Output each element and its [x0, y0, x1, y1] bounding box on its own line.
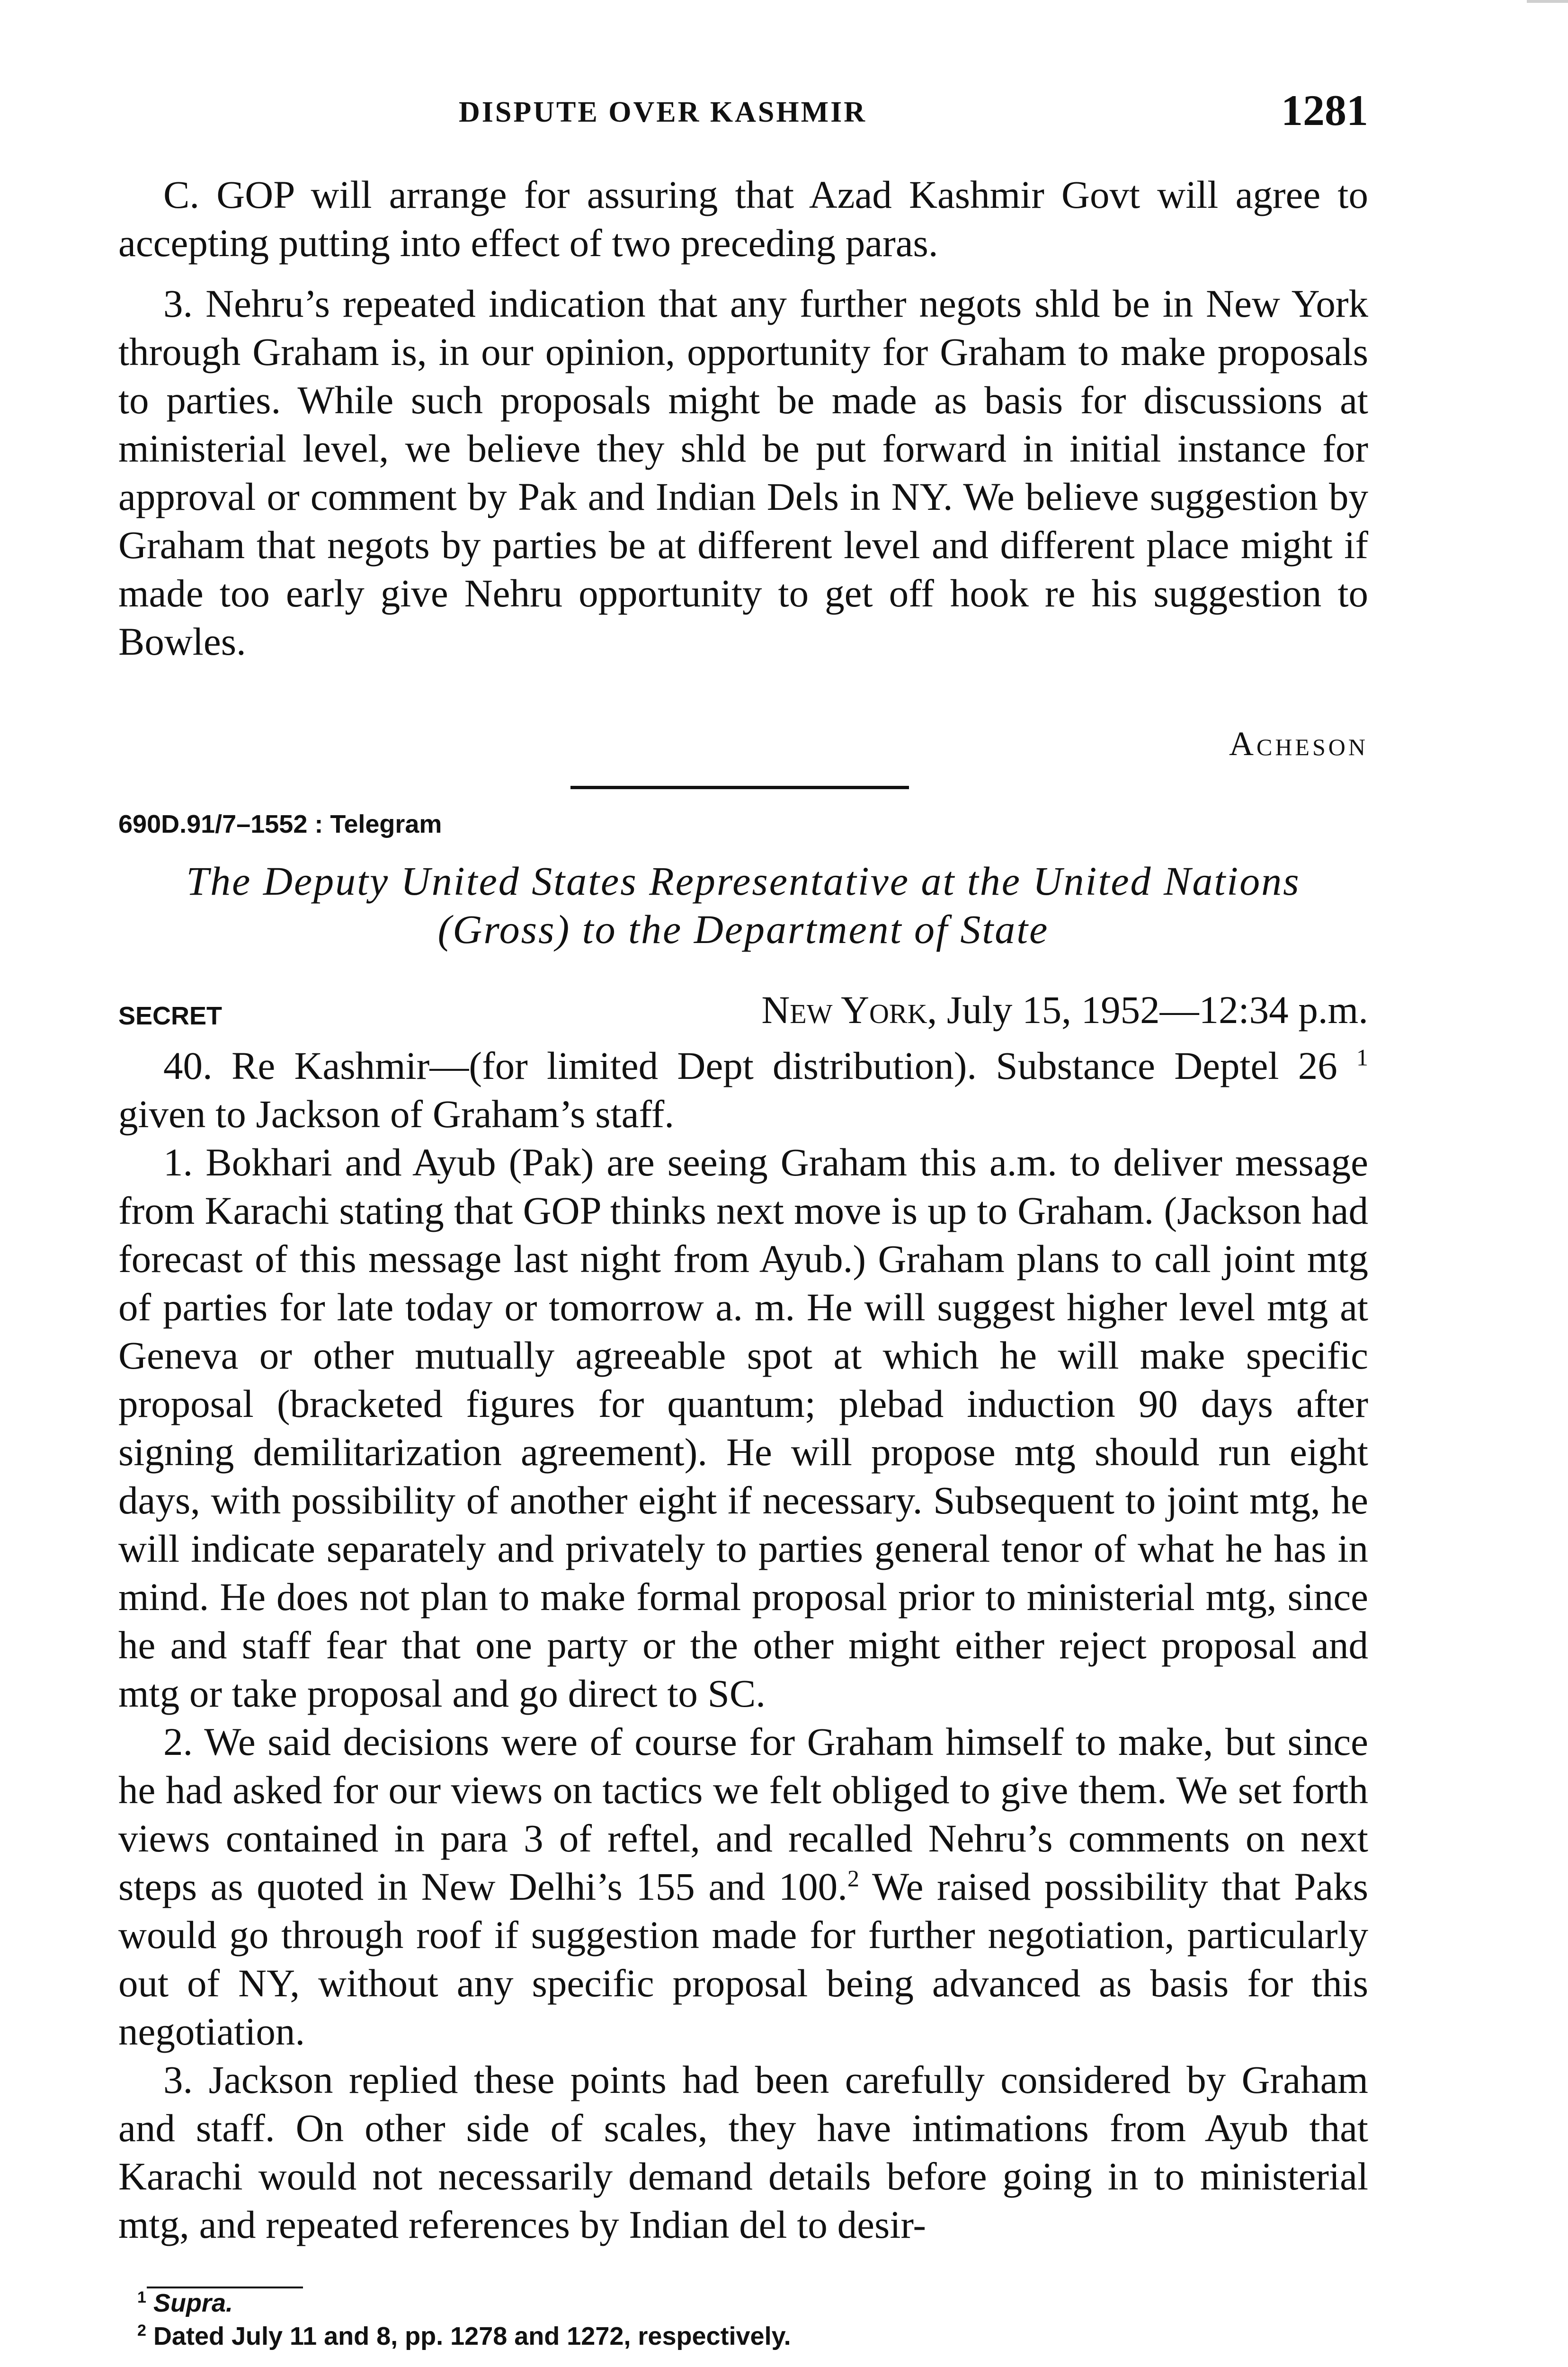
- date-time: July 15, 1952—12:34 p.m.: [947, 988, 1368, 1032]
- place: New York,: [761, 988, 937, 1032]
- telegram-para-2-text-a: 2. We said decisions were of course for Graham himself to make, but since he had asked for our views on tactics we felt obliged to give them. We set forth views contained in para 3 of reftel, and recalled Nehru’s comments on next steps as quoted in New Delhi’s 155 and 100.: [118, 1720, 1368, 1908]
- footnote-ref-2: 2: [847, 1865, 859, 1892]
- footnote-ref-1: 1: [1356, 1044, 1368, 1071]
- footnote-2: [137, 2320, 1368, 2353]
- telegram-para-2: [118, 1717, 1368, 2056]
- classification-label: SECRET: [118, 1002, 223, 1030]
- signature: Acheson: [1229, 725, 1368, 763]
- continuation-para-3: 3. Nehru’s repeated indication that any further negots shld be in New York through Graham is, in our opinion, opportunity for Graham to make proposals to parties. While such proposals might be made as basis for discussions at ministerial level, we believe they shld be put forward in initial instance for approval or comment by Pak and Indian Dels in NY. We believe suggestion by Graham that negots by parties be at different level and different place might if made too early give Nehru opportunity to get off hook re his suggestion to Bowles.: [118, 282, 1368, 663]
- footnote-1-mark: 1: [137, 2288, 146, 2306]
- document-title-line-1: The Deputy United States Representative at the United Nations: [186, 858, 1301, 904]
- file-reference: 690D.91/7–1552 : Telegram: [118, 810, 442, 838]
- footnote-1-text: Supra.: [153, 2289, 233, 2317]
- running-head: [118, 85, 1368, 142]
- footnote-2-mark: 2: [137, 2322, 146, 2340]
- telegram-body: [118, 1041, 1368, 2249]
- scan-edge-line: [1527, 0, 1568, 3]
- footnotes: [137, 2287, 1368, 2353]
- place-and-date: [761, 987, 1368, 1032]
- running-head-title: DISPUTE OVER KASHMIR: [459, 96, 867, 128]
- continuation-para-c-block: [118, 170, 1368, 267]
- telegram-para-1: 1. Bokhari and Ayub (Pak) are seeing Graham this a.m. to deliver message from Karachi stating that GOP thinks next move is up to Graham. (Jackson had forecast of this message last night from Ayub.) Graham plans to call joint mtg of parties for late today or tomorrow a. m. He will suggest higher level mtg at Geneva or other mutually agreeable spot at which he will make specific proposal (bracketed figures for quantum; plebad induction 90 days after signing demilitarization agreement). He will propose mtg should run eight days, with possibility of another eight if necessary. Subsequent to joint mtg, he will indicate separately and privately to parties general tenor of what he has in mind. He does not plan to make formal proposal prior to ministerial mtg, since he and staff fear that one party or the other might either reject proposal and mtg or take proposal and go direct to SC.: [118, 1140, 1368, 1715]
- footnote-1: [137, 2287, 1368, 2320]
- page-number: 1281: [1281, 86, 1368, 134]
- dateline: [118, 987, 1368, 1034]
- continuation-para-c: C. GOP will arrange for assuring that Azad Kashmir Govt will agree to accepting putting into effect of two preceding paras.: [118, 173, 1368, 265]
- telegram-para-2-text-b: We raised possibility that Paks would go through roof if suggestion made for further negotiation, particularly out of NY, without any specific proposal being advanced as basis for this negotiation.: [118, 1865, 1368, 2053]
- telegram-intro-text-a: 40. Re Kashmir—(for limited Dept distribution). Substance Deptel 26: [163, 1044, 1337, 1087]
- footnote-2-text: Dated July 11 and 8, pp. 1278 and 1272, respectively.: [153, 2322, 791, 2350]
- document-title-line-2: (Gross) to the Department of State: [437, 907, 1049, 952]
- section-divider: [570, 786, 909, 789]
- document-title: [118, 857, 1368, 953]
- telegram-intro-text-b: given to Jackson of Graham’s staff.: [118, 1092, 675, 1136]
- telegram-intro: [118, 1041, 1368, 1138]
- telegram-para-3: 3. Jackson replied these points had been carefully considered by Graham and staff. On other side of scales, they have intimations from Ayub that Karachi would not necessarily demand details before going in to ministerial mtg, and repeated references by Indian del to desir-: [118, 2058, 1368, 2246]
- continuation-para-3-block: [118, 279, 1368, 666]
